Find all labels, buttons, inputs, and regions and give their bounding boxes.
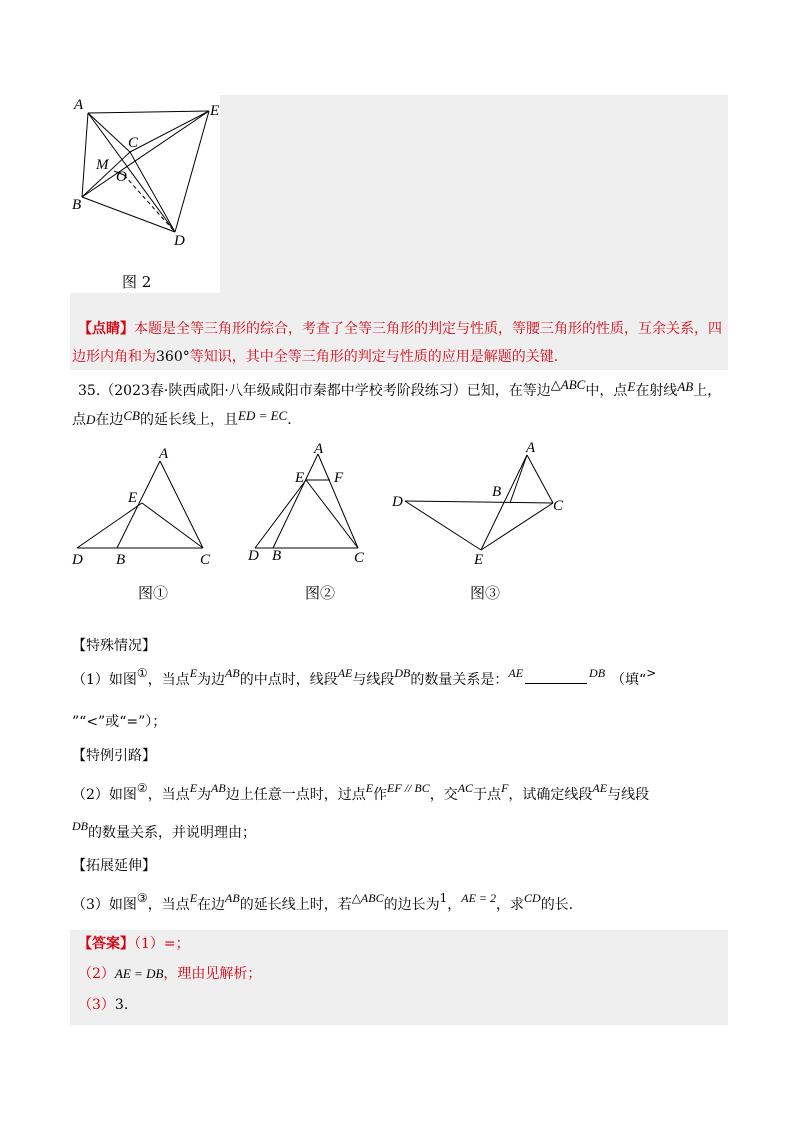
fig3-label-D: D [392,494,403,510]
figure-1 [77,461,203,548]
fig3-label-E: E [474,552,484,568]
fig2-label-B: B [272,548,282,564]
q2-line-2: DB的数量关系，并说明理由； [72,819,256,841]
label-O: O [116,169,127,185]
seg-BE [82,111,209,197]
problem-line-1: 35.（2023春·陕西咸阳·八年级咸阳市秦都中学校考阶段练习）已知，在等边△ABC中，点E在射线AB上， [78,377,722,399]
fig1-label-C: C [200,552,211,568]
answer-blank[interactable] [525,669,587,684]
seg-BD [82,197,175,232]
section-example: 【特例引路】 [72,748,156,764]
comment-line-2: 边形内角和为360°等知识，其中全等三角形的判定与性质的应用是解题的关键. [72,349,559,365]
fig2-label-E: E [295,470,305,486]
fig1-label-E: E [128,490,138,506]
comment-line-1 [78,319,722,339]
figure-2b [255,454,358,548]
comment-text-1: 本题是全等三角形的综合，考查了全等三角形的判定与性质，等腰三角形的性质，互余关系，四 [134,321,722,337]
fig2-label-A: A [314,441,324,457]
problem-number: 35. [78,383,101,399]
fig3-label-A: A [526,440,536,456]
fig1-label-A: A [159,446,169,462]
answer-line-1: 【答案】（1）=； [78,936,190,952]
seg-CE [130,111,209,152]
seg-CD [130,152,175,232]
degree-value: 360° [156,349,190,365]
label-C: C [128,135,139,151]
seg-AE [88,111,209,113]
q2-line-1: （2）如图②，当点E为AB边上任意一点时，过点E作EF // BC，交AC于点F，试确定线段AE与线段 [72,781,650,803]
seg-OD-dashed [124,175,175,232]
fig3-label-B: B [492,484,502,500]
section-special: 【特殊情况】 [72,638,156,654]
seg-AB [82,113,88,197]
figure-2-caption: 图 2 [122,273,152,291]
q1-line-2: ”“<”或“=”）； [72,714,167,730]
comment-tag: 【点睛】 [78,321,134,337]
fig3-caption: 图③ [470,584,501,602]
fig1-caption: 图① [138,584,169,602]
answer-line-2: （2）AE = DB，理由见解析； [78,966,262,982]
answer-tag: 【答案】 [78,936,134,952]
problem-line-2: 点D在边CB的延长线上，且ED = EC. [72,408,292,428]
figures-row [60,440,600,610]
answer-line-3: （3）3. [78,997,129,1013]
fig3-label-C: C [553,498,564,514]
label-B: B [72,197,82,213]
seg-AC [88,113,130,152]
fig1-label-B: B [116,552,126,568]
label-A: A [74,97,84,113]
fig2-label-F: F [334,470,344,486]
q3-line-1: （3）如图③，当点E在边AB的延长线上时，若△ABC的边长为1，AE = 2，求CD的长. [72,891,574,913]
label-D: D [174,233,185,249]
fig2-label-D: D [248,548,259,564]
section-extend: 【拓展延伸】 [72,858,156,874]
seg-ED [175,111,209,232]
figure-3 [405,455,553,550]
fig2-label-C: C [354,550,365,566]
fig2-caption: 图② [305,584,336,602]
figure-2 [70,95,230,295]
fig1-label-D: D [72,552,83,568]
label-E: E [210,103,220,119]
q1-line-1: （1）如图①，当点E为边AB的中点时，线段AE与线段DB的数量关系是：AE DB （填“> [72,666,657,688]
label-M: M [96,157,109,173]
